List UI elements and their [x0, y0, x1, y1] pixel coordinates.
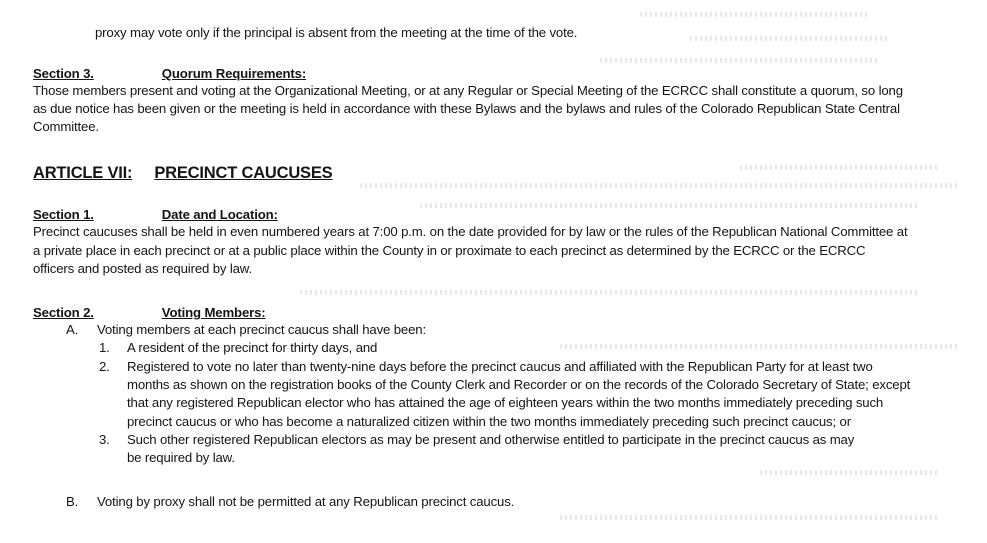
- item-2-text-line: that any registered Republican elector who has attained the age of eighteen years within the two months immediately preceding such: [127, 395, 884, 410]
- item-2-text-line: months as shown on the registration books of the County Clerk and Recorder or on the records of the Colorado Secretary of State; except: [127, 377, 911, 392]
- scan-noise: [690, 36, 890, 41]
- scan-noise: [560, 515, 940, 520]
- article-heading: [33, 165, 332, 181]
- body-text-line: proxy may vote only if the principal is absent from the meeting at the time of the vote.: [95, 25, 578, 40]
- body-text-line: officers and posted as required by law.: [33, 261, 252, 276]
- body-text-line: as due notice has been given or the meeting is held in accordance with these Bylaws and the bylaws and rules of the Colorado Republican State Central: [33, 101, 900, 116]
- section-number: Section 2.: [33, 305, 94, 320]
- section-1-heading: [33, 207, 278, 223]
- scan-noise: [600, 58, 880, 63]
- section-title: Date and Location:: [161, 207, 278, 222]
- scan-noise: [360, 183, 960, 188]
- section-title: Quorum Requirements:: [161, 66, 307, 81]
- item-3-text-line: be required by law.: [127, 450, 235, 465]
- scan-noise: [760, 470, 940, 475]
- section-title: Voting Members:: [161, 305, 266, 320]
- scan-noise: [560, 344, 960, 349]
- section-2-heading: [33, 305, 266, 321]
- item-1-number: 1.: [99, 340, 110, 355]
- body-text-line: Those members present and voting at the Organizational Meeting, or at any Regular or Special Meeting of the ECRCC shall constitute a quorum, so long: [33, 83, 903, 98]
- body-text-line: Committee.: [33, 119, 99, 134]
- section-number: Section 1.: [33, 207, 94, 222]
- list-item-b-text: Voting by proxy shall not be permitted at any Republican precinct caucus.: [97, 494, 515, 509]
- article-title: PRECINCT CAUCUSES: [154, 164, 333, 182]
- body-text-line: Precinct caucuses shall be held in even numbered years at 7:00 p.m. on the date provided for by law or the rules of the Republican National Committee at: [33, 224, 908, 239]
- item-2-text-line: precinct caucus or who has become a naturalized citizen within the two months immediately preceding such precinct caucus; or: [127, 414, 851, 429]
- item-1-text: A resident of the precinct for thirty days, and: [127, 340, 378, 355]
- list-label-a: A.: [66, 322, 79, 337]
- list-item-a-text: Voting members at each precinct caucus shall have been:: [97, 322, 426, 337]
- item-3-number: 3.: [99, 432, 110, 447]
- list-label-b: B.: [66, 494, 79, 509]
- item-2-number: 2.: [99, 359, 110, 374]
- scan-noise: [300, 290, 920, 295]
- article-number: ARTICLE VII:: [33, 164, 133, 182]
- scan-noise: [740, 165, 940, 170]
- scan-noise: [640, 12, 870, 17]
- section-number: Section 3.: [33, 66, 94, 81]
- section-3-heading: [33, 66, 306, 82]
- item-2-text-line: Registered to vote no later than twenty-nine days before the precinct caucus and affiliated with the Republican Party for at least two: [127, 359, 873, 374]
- scan-noise: [420, 203, 920, 208]
- body-text-line: a private place in each precinct or at a public place within the County in or proximate to each precinct as determined by the ECRCC or the ECRCC: [33, 243, 866, 258]
- item-3-text-line: Such other registered Republican electors as may be present and otherwise entitled to participate in the precinct caucus as may: [127, 432, 855, 447]
